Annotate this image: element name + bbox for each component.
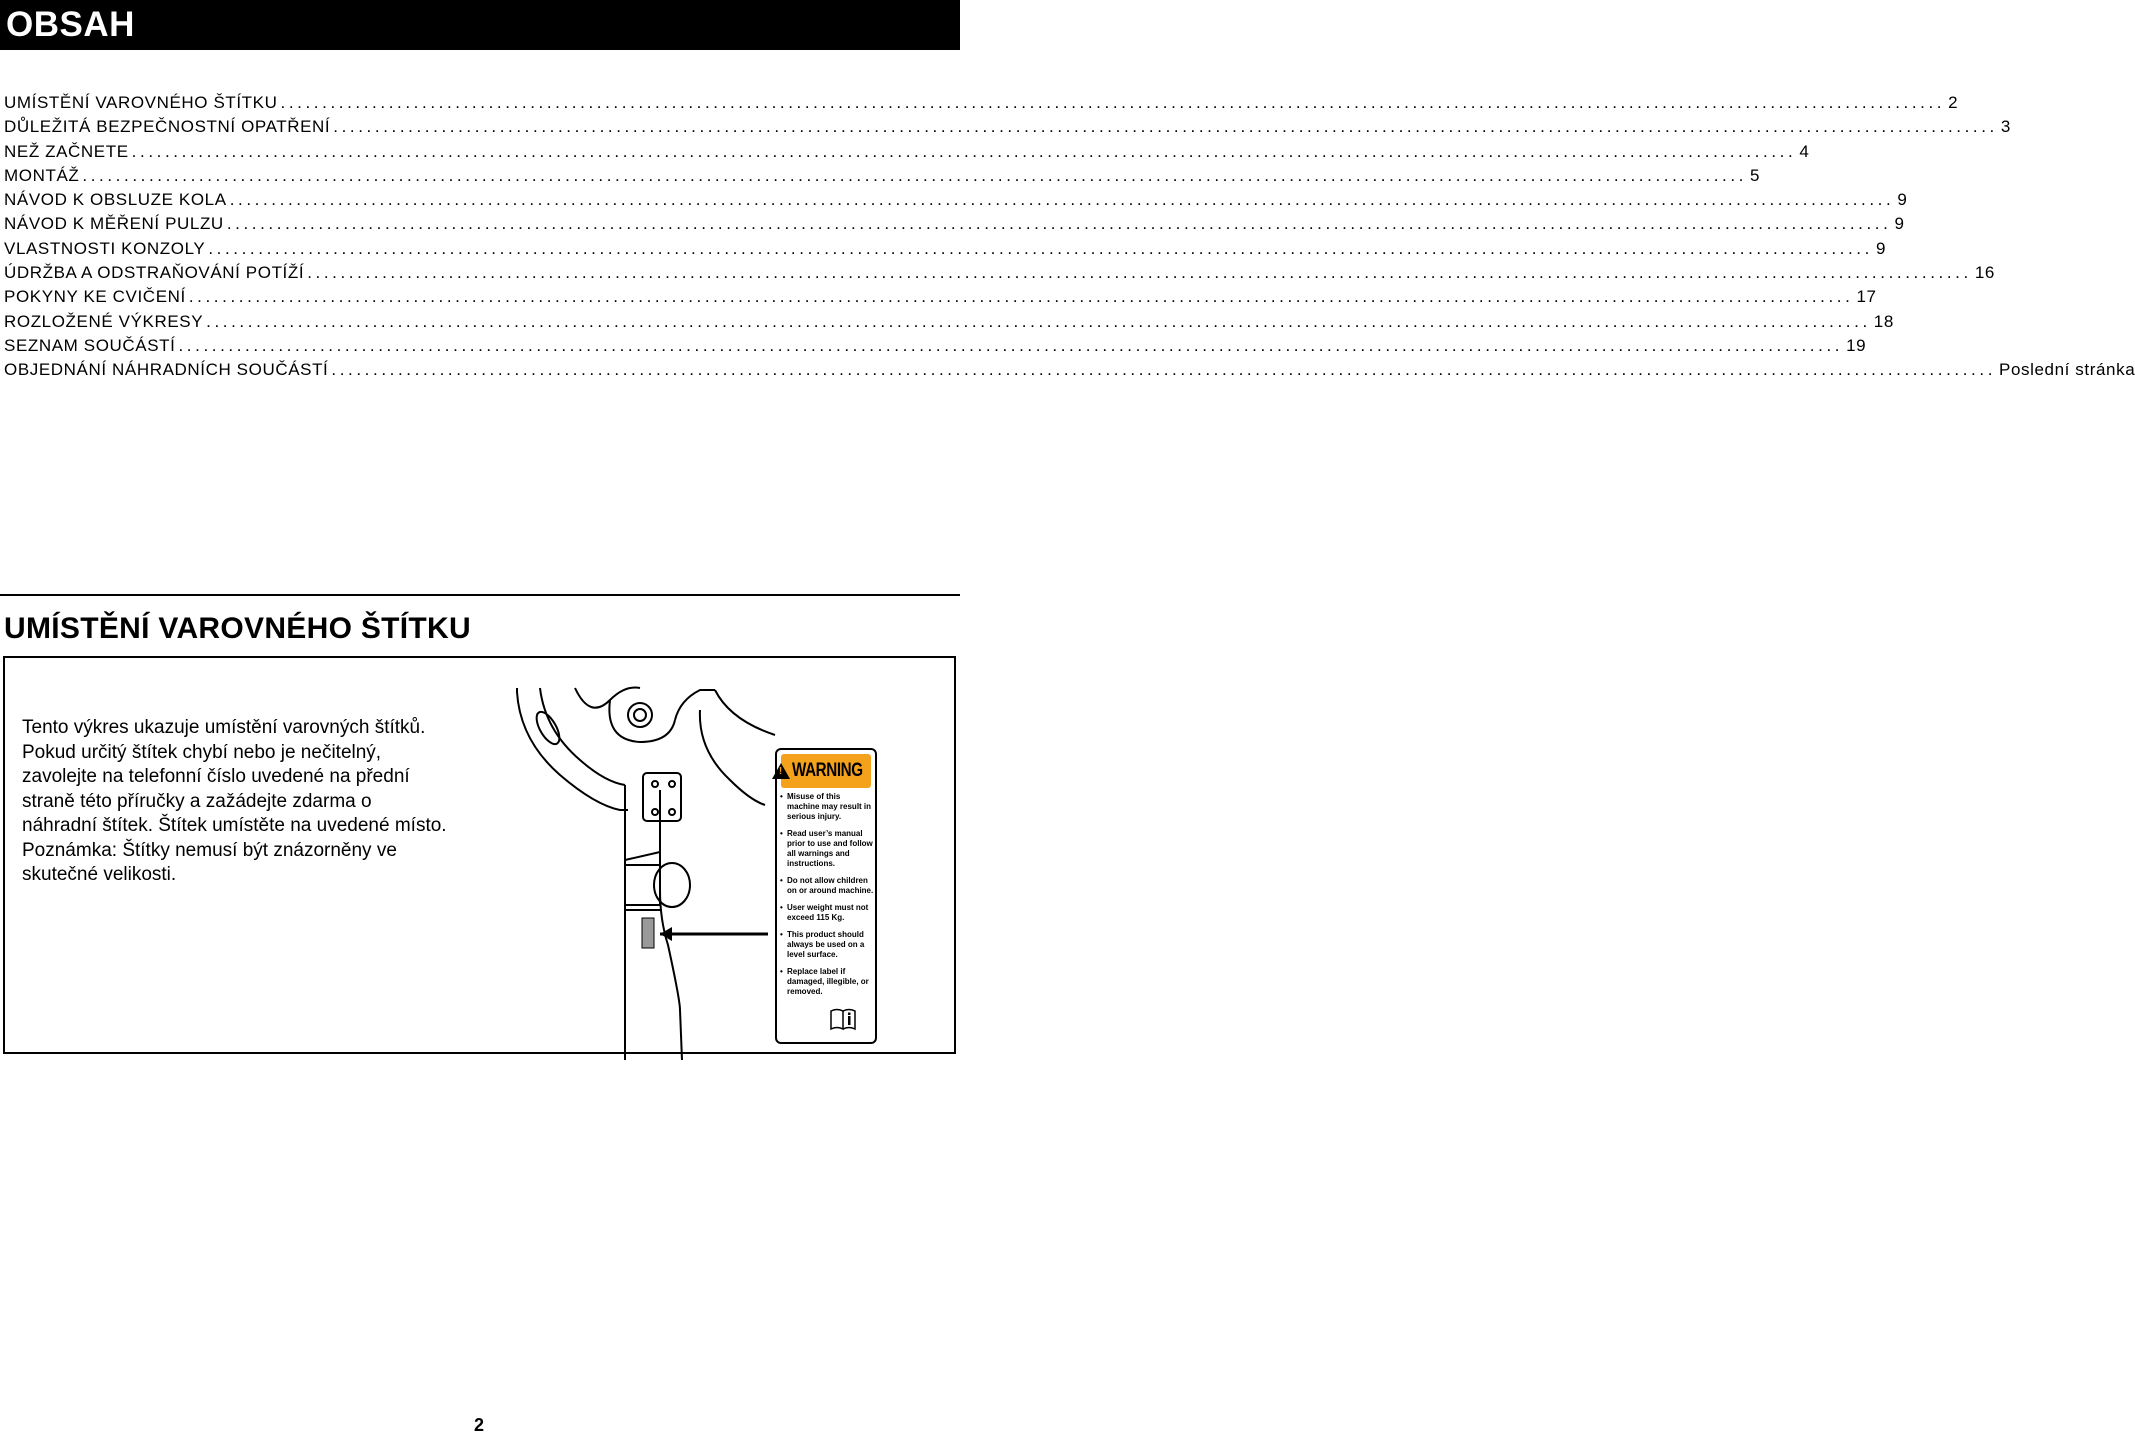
header-bar: [0, 0, 960, 50]
toc-page-number: 9: [1897, 190, 1908, 210]
description-line: náhradní štítek. Štítek umístěte na uvedené místo.: [22, 815, 447, 836]
toc-page-number: 16: [1974, 263, 1995, 283]
warning-item: • User weight must not exceed 115 Kg.: [780, 903, 874, 923]
section-title: UMÍSTĚNÍ VAROVNÉHO ŠTÍTKU: [4, 612, 471, 645]
warning-item-text: This product should always be used on a level surface.: [787, 930, 865, 959]
warning-item-text: Misuse of this machine may result in serious injury.: [787, 792, 872, 821]
warning-list: [780, 792, 874, 1004]
toc-page-number: Poslední stránka: [1999, 360, 2135, 380]
toc-page-number: 3: [2000, 117, 2011, 137]
toc-row: [4, 263, 1995, 287]
page-title: OBSAH: [6, 5, 135, 44]
toc-row: [4, 190, 1908, 214]
warning-item: • Do not allow children on or around machine.: [780, 876, 874, 895]
toc-page-number: 9: [1875, 238, 1887, 258]
toc-leader-dots: ........................................................................................................................................................................................................: [226, 214, 1892, 234]
toc-label: ROZLOŽENÉ VÝKRESY: [4, 311, 204, 331]
toc-row: [4, 335, 1867, 360]
toc-leader-dots: ........................................................................................................................................................................................................: [331, 360, 1997, 380]
warning-item-text: Do not allow children on or around machine.: [787, 876, 874, 895]
toc-row: [4, 287, 1877, 311]
page-number: 2: [474, 1415, 485, 1435]
description-line: skutečné velikosti.: [22, 864, 177, 885]
toc-page-number: 4: [1799, 141, 1810, 161]
toc-label: ÚDRŽBA A ODSTRAŇOVÁNÍ POTÍŽÍ: [4, 263, 305, 283]
toc-label: NÁVOD K MĚŘENÍ PULZU: [4, 214, 224, 234]
toc-page-number: 17: [1856, 287, 1877, 307]
toc-label: UMÍSTĚNÍ VAROVNÉHO ŠTÍTKU: [4, 93, 278, 112]
toc-label: NEŽ ZAČNETE: [4, 141, 129, 161]
warning-item: • Misuse of this machine may result in serious injury.: [780, 792, 874, 822]
toc-row: [4, 141, 1810, 166]
section-description: [22, 716, 492, 888]
toc-row: [4, 117, 2011, 141]
toc-leader-dots: ........................................................................................................................................................................................................: [206, 311, 1871, 331]
toc-label: POKYNY KE CVIČENÍ: [4, 287, 186, 307]
toc-row: [4, 93, 1959, 117]
toc-leader-dots: ........................................................................................................................................................................................................: [178, 335, 1844, 355]
toc-row: [4, 165, 1761, 190]
toc-leader-dots: ........................................................................................................................................................................................................: [307, 263, 1972, 283]
description-line: Pokud určitý štítek chybí nebo je nečitelný,: [22, 741, 382, 763]
manual-info-icon: [829, 1006, 857, 1032]
toc-row: [4, 311, 1894, 336]
toc-page-number: 18: [1873, 311, 1894, 331]
description-line: Tento výkres ukazuje umístění varovných štítků.: [22, 717, 426, 738]
bike-frame-drawing: [500, 680, 780, 1070]
toc-leader-dots: ........................................................................................................................................................................................................: [82, 165, 1748, 185]
warning-header: [778, 754, 871, 788]
toc-label: OBJEDNÁNÍ NÁHRADNÍCH SOUČÁSTÍ: [4, 360, 329, 380]
toc-leader-dots: ........................................................................................................................................................................................................: [333, 117, 1998, 137]
warning-item: • Replace label if damaged, illegible, or removed.: [780, 967, 874, 997]
table-of-contents: [4, 93, 2135, 385]
toc-leader-dots: ........................................................................................................................................................................................................: [280, 93, 1946, 112]
toc-row: [4, 214, 1905, 238]
warning-item-text: Read user’s manual prior to use and follow all warnings and instructions.: [787, 829, 873, 868]
toc-leader-dots: ........................................................................................................................................................................................................: [208, 238, 1873, 258]
warning-triangle-icon: !: [772, 763, 790, 779]
warning-item-text: Replace label if damaged, illegible, or removed.: [787, 967, 869, 996]
warning-item: • Read user’s manual prior to use and follow all warnings and instructions.: [780, 829, 873, 868]
toc-page-number: 19: [1846, 335, 1867, 355]
toc-label: SEZNAM SOUČÁSTÍ: [4, 335, 176, 355]
warning-item-text: User weight must not exceed 115 Kg.: [787, 903, 869, 922]
toc-row: [4, 238, 1887, 263]
warning-heading: WARNING: [791, 760, 863, 781]
toc-label: VLASTNOSTI KONZOLY: [4, 238, 206, 258]
toc-leader-dots: ........................................................................................................................................................................................................: [188, 287, 1854, 307]
toc-leader-dots: ........................................................................................................................................................................................................: [229, 190, 1895, 210]
toc-page-number: 2: [1948, 93, 1959, 112]
section-divider: [0, 594, 960, 596]
toc-label: NÁVOD K OBSLUZE KOLA: [4, 190, 227, 210]
description-line: straně této příručky a zažádejte zdarma o: [22, 790, 372, 812]
warning-label: [775, 748, 877, 1044]
description-line: Poznámka: Štítky nemusí být znázorněny ve: [22, 839, 397, 861]
toc-leader-dots: ........................................................................................................................................................................................................: [131, 141, 1797, 161]
toc-label: DŮLEŽITÁ BEZPEČNOSTNÍ OPATŘENÍ: [4, 117, 331, 137]
toc-page-number: 9: [1894, 214, 1905, 234]
toc-row: [4, 360, 2135, 384]
toc-label: MONTÁŽ: [4, 165, 80, 185]
toc-page-number: 5: [1750, 165, 1761, 185]
warning-item: • This product should always be used on a level surface.: [780, 930, 874, 960]
description-line: zavolejte na telefonní číslo uvedené na přední: [22, 766, 410, 787]
